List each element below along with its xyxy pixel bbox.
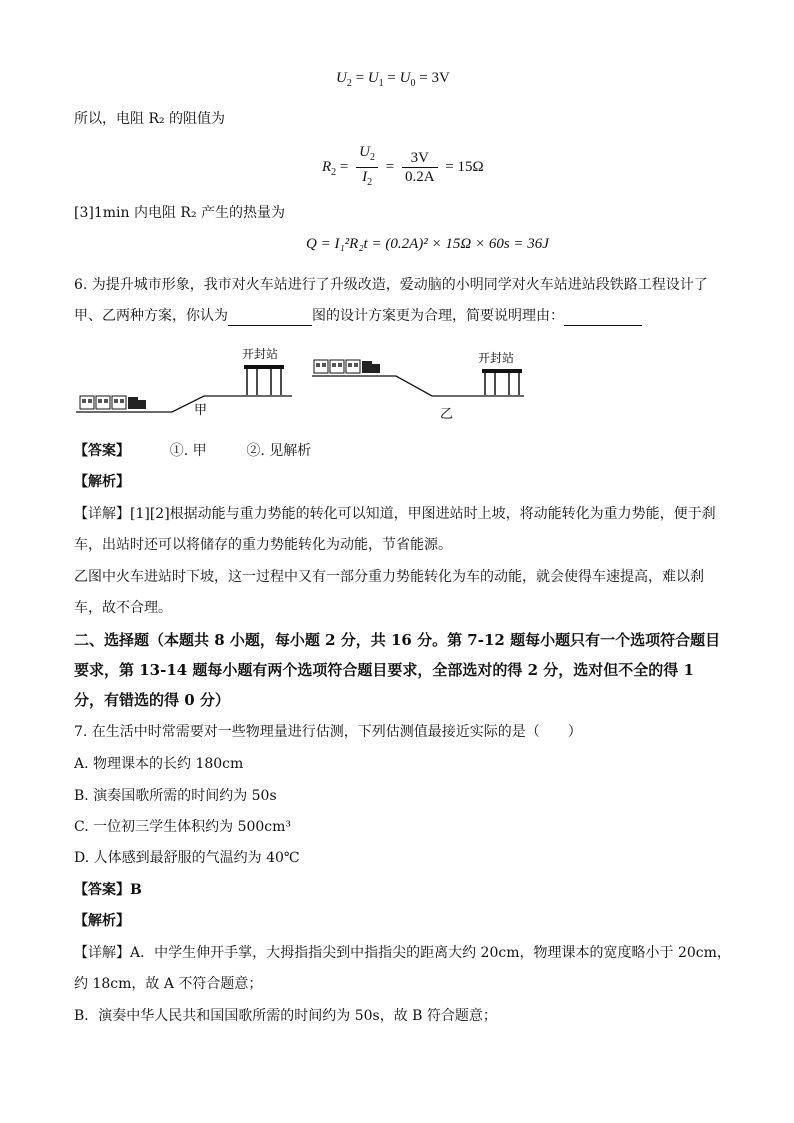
section2-title-line3: 分，有错选的得 0 分）	[74, 691, 230, 709]
q7-detail-3: B．演奏中华人民共和国国歌所需的时间约为 50s，故 B 符合题意；	[74, 1008, 497, 1024]
eq2-num2: 3V	[402, 149, 438, 168]
text-heat-intro: [3]1min 内电阻 R₂ 产生的热量为	[74, 205, 286, 221]
eq1-sub1: 2	[346, 78, 352, 89]
eq1-sub3: 0	[410, 78, 416, 89]
q6-answer-row	[74, 441, 311, 461]
q6-stem-line1: 6. 为提升城市形象，我市对火车站进行了升级改造，爱动脑的小明同学对火车站进站段铁路工程设计了	[74, 277, 708, 293]
eq2-num-sub: 2	[369, 152, 375, 163]
q6-answer-2: ②. 见解析	[246, 443, 312, 459]
q7-answer: 【答案】B	[74, 882, 142, 898]
eq2-den-sub: 2	[367, 177, 373, 188]
q6-answer-1: ①. 甲	[169, 443, 207, 459]
plan-b-station-label: 开封站	[478, 351, 515, 365]
plan-a-diagram	[76, 346, 292, 418]
q6-figure	[76, 340, 536, 426]
q6-detail-4: 车，故不合理。	[74, 600, 172, 616]
plan-b-track	[312, 376, 524, 396]
q6-blank-1[interactable]	[228, 309, 312, 326]
q6-detail-2: 车，出站时还可以将储存的重力势能转化为动能，节省能源。	[74, 537, 452, 553]
plan-a-station-icon	[244, 365, 284, 395]
eq2-den: I	[362, 169, 368, 185]
equation-resistance: $R_2$ = $\frac{U_2}{I_2}$ = $\frac{3V}{0.2A}$ = 15Ω	[322, 143, 484, 192]
q6-stem-part-b: 图的设计方案更为合理，简要说明理由：	[312, 308, 564, 324]
q6-answer-tag: 【答案】	[74, 443, 130, 459]
eq2-r-sub: 2	[331, 166, 337, 178]
eq2-num: U	[359, 144, 370, 160]
eq2-result: 15Ω	[457, 158, 484, 175]
eq1-u1: U	[367, 70, 379, 86]
q6-blank-2[interactable]	[564, 309, 642, 326]
q7-option-d: D. 人体感到最舒服的气温约为 40℃	[74, 850, 300, 866]
q6-detail-3: 乙图中火车进站时下坡，这一过程中又有一部分重力势能转化为车的动能，就会使得车速提高，难以刹	[74, 569, 704, 585]
section2-title-line2: 要求，第 13-14 题每小题有两个选项符合题目要求，全部选对的得 2 分，选对但不全的得 1	[74, 661, 694, 679]
plan-b-train-icon	[314, 360, 380, 373]
plan-a-train-icon	[80, 396, 146, 409]
eq2-den2: 0.2A	[404, 169, 435, 185]
q6-stem-line2	[74, 306, 642, 326]
q6-detail-1: 【详解】[1][2]根据动能与重力势能的转化可以知道，甲图进站时上坡，将动能转化为重力势能，便于刹	[74, 506, 716, 522]
eq1-u0: U	[399, 70, 411, 86]
eq2-fraction-numeric	[402, 149, 438, 186]
q7-analysis-tag: 【解析】	[74, 913, 130, 929]
q7-option-a: A. 物理课本的长约 180cm	[74, 756, 244, 772]
equation-voltage: $U_2 = U_1 = U_0 = 3V$	[336, 70, 450, 89]
section2-title-line1: 二、选择题（本题共 8 小题，每小题 2 分，共 16 分。第 7-12 题每小题只有一个选项符合题目	[74, 631, 721, 649]
eq1-value: 3V	[431, 70, 450, 86]
q7-stem: 7. 在生活中时常需要对一些物理量进行估测，下列估测值最接近实际的是（ ）	[74, 724, 582, 740]
text-resistance-intro: 所以，电阻 R₂ 的阻值为	[74, 111, 226, 127]
eq1-sub2: 1	[378, 78, 384, 89]
eq2-r: R	[322, 158, 332, 175]
eq1-u2: U	[336, 70, 347, 86]
plan-a-station-label: 开封站	[242, 347, 279, 361]
plan-a-label: 甲	[194, 403, 208, 418]
q6-stem-part-a: 甲、乙两种方案，你认为	[74, 308, 228, 324]
plan-b-label: 乙	[440, 407, 454, 422]
equation-heat: Q = I₁²R₂t = (0.2A)² × 15Ω × 60s = 36J	[306, 236, 549, 252]
plan-b-station-icon	[482, 369, 522, 395]
eq2-fraction-symbolic	[356, 143, 378, 192]
q7-option-c: C. 一位初三学生体积约为 500cm³	[74, 819, 292, 835]
q7-detail-1: 【详解】A．中学生伸开手掌，大拇指指尖到中指指尖的距离大约 20cm，物理课本的宽度略小于 20cm，	[74, 945, 731, 961]
plan-b-diagram	[312, 350, 524, 422]
q7-detail-2: 约 18cm，故 A 不符合题意；	[74, 976, 263, 992]
q6-analysis-tag: 【解析】	[74, 474, 130, 490]
q7-option-b: B. 演奏国歌所需的时间约为 50s	[74, 788, 277, 804]
